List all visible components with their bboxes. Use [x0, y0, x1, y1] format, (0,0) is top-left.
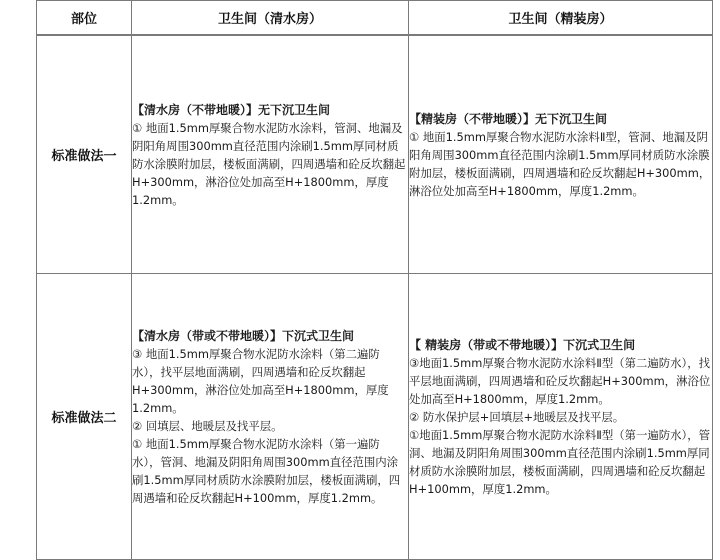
cell-paragraph: ② 回填层、地暖层及找平层。: [132, 418, 283, 433]
cell-title: 【清水房（不带地暖）】无下沉卫生间: [132, 102, 331, 117]
table-row: [37, 35, 713, 274]
header-location: 部位: [37, 1, 132, 36]
cell-paragraph: ①地面1.5mm厚聚合物水泥防水涂料Ⅱ型（第一遍防水），管洞、地漏及阴阳角周围300mm直径范围内涂刷1.5mm厚同材质防水涂膜附加层，楼板面满刷，四周遇墙和砼反坎翻起H+100mm，厚度1.2mm。: [409, 427, 711, 496]
header-row: [37, 1, 713, 36]
table-row: [37, 274, 713, 560]
cell-unfinished-method-1: [132, 35, 409, 274]
cell-title: 【 精装房（带或不带地暖）】下沉式卫生间: [409, 337, 636, 352]
cell-title: 【清水房（带或不带地暖）】下沉式卫生间: [132, 328, 355, 343]
cell-finished-method-1: [409, 35, 713, 274]
row-label: 标准做法一: [37, 35, 132, 274]
cell-paragraph: ① 地面1.5mm厚聚合物水泥防水涂料（第一遍防水），管洞、地漏及阴阳角周围300mm直径范围内涂刷1.5mm厚同材质防水涂膜附加层，楼板面满刷，四周遇墙和砼反坎翻起H+100mm，厚度1.2mm。: [132, 436, 401, 505]
cell-paragraph: ① 地面1.5mm厚聚合物水泥防水涂料，管洞、地漏及阴阳角周围300mm直径范围内涂刷1.5mm厚同材质防水涂膜附加层，楼板面满刷，四周遇墙和砼反坎翻起H+300mm，淋浴位处加高至H+1800mm，厚度1.2mm。: [132, 120, 406, 207]
cell-paragraph: ① 地面1.5mm厚聚合物水泥防水涂料Ⅱ型，管洞、地漏及阴阳角周围300mm直径范围内涂刷1.5mm厚同材质防水涂膜附加层，楼板面满刷，四周遇墙和砼反坎翻起H+300mm，淋浴位处加高至H+1800mm，厚度1.2mm。: [409, 129, 711, 198]
cell-finished-method-2: [409, 274, 713, 560]
cell-paragraph: ② 防水保护层+回填层+地暖层及找平层。: [409, 409, 625, 424]
row-label: 标准做法二: [37, 274, 132, 560]
cell-paragraph: ③地面1.5mm厚聚合物水泥防水涂料Ⅱ型（第二遍防水），找平层地面满刷，四周遇墙和砼反坎翻起H+300mm，淋浴位处加高至H+1800mm，厚度1.2mm。: [409, 355, 711, 406]
header-bathroom-unfinished: 卫生间（清水房）: [132, 1, 409, 36]
header-bathroom-finished: 卫生间（精装房）: [409, 1, 713, 36]
waterproofing-spec-table: [36, 0, 713, 560]
cell-paragraph: ③ 地面1.5mm厚聚合物水泥防水涂料（第二遍防水），找平层地面满刷，四周遇墙和砼反坎翻起H+300mm，淋浴位处加高至H+1800mm，厚度1.2mm。: [132, 346, 389, 415]
cell-unfinished-method-2: [132, 274, 409, 560]
cell-title: 【精装房（不带地暖）】无下沉卫生间: [409, 111, 608, 126]
